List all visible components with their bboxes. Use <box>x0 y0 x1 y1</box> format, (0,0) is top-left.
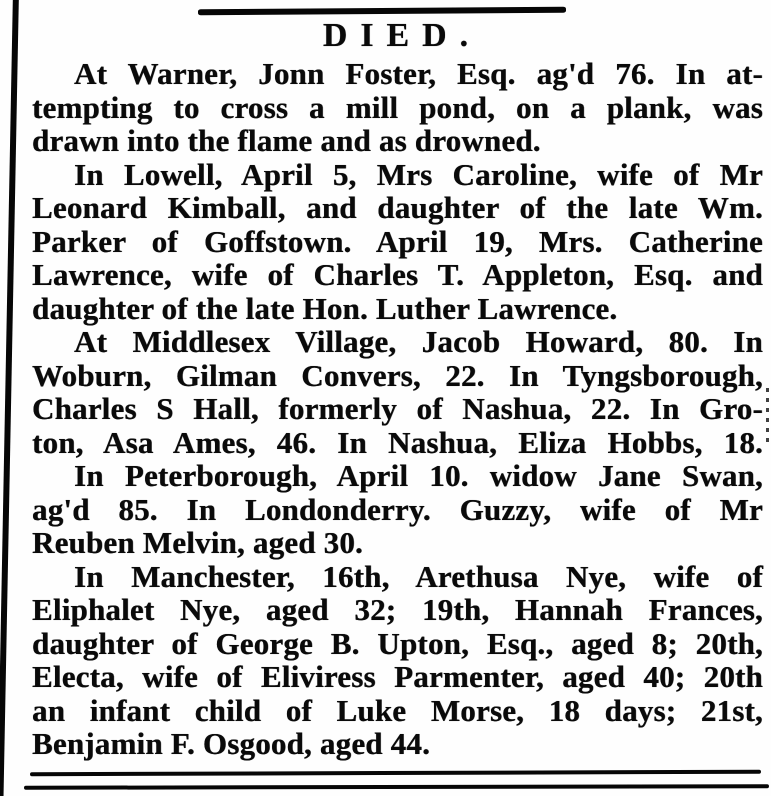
heading-top-rule <box>198 7 566 16</box>
text-line: an infant child of Luke Morse, 18 days; 21st, <box>32 692 763 728</box>
text-line: Parker of Goffstown. April 19, Mrs. Catherine <box>32 223 763 259</box>
bottom-rule-lower <box>24 784 769 790</box>
obituary-paragraph <box>32 57 763 158</box>
text-line: At Warner, Jonn Foster, Esq. ag'd 76. In at- <box>74 56 763 91</box>
text-line: ag'd 85. In Londonderry. Guzzy, wife of Mr <box>32 491 763 527</box>
text-line: Woburn, Gilman Convers, 22. In Tyngsborough, <box>32 357 763 393</box>
obituary-paragraph <box>32 459 763 560</box>
text-line: In Lowell, April 5, Mrs Caroline, wife of Mr <box>74 156 763 192</box>
text-line: Lawrence, wife of Charles T. Appleton, Esq. and <box>32 257 763 292</box>
text-line: drawn into the flame and as drowned. <box>32 123 541 158</box>
text-line: tempting to cross a mill pond, on a plank, was <box>32 89 763 125</box>
text-line: Eliphalet Nye, aged 32; 19th, Hannah Frances, <box>32 592 763 627</box>
text-line: daughter of George B. Upton, Esq., aged 8; 20th, <box>32 625 763 661</box>
text-line: Charles S Hall, formerly of Nashua, 22. In Gro- <box>32 391 763 426</box>
section-heading: DIED. <box>322 17 482 54</box>
text-line: Benjamin F. Osgood, aged 44. <box>32 726 431 761</box>
text-line: In Peterborough, April 10. widow Jane Swan, <box>74 458 763 493</box>
text-line: daughter of the late Hon. Luther Lawrence. <box>32 290 618 326</box>
text-line: ton, Asa Ames, 46. In Nashua, Eliza Hobbs, 18. <box>32 424 763 460</box>
text-line: Leonard Kimball, and daughter of the late Wm. <box>32 190 763 225</box>
text-line: In Manchester, 16th, Arethusa Nye, wife of <box>74 558 763 594</box>
obituary-paragraph <box>32 158 763 326</box>
press-edge-marks <box>766 388 769 446</box>
text-line: Reuben Melvin, aged 30. <box>32 525 363 560</box>
obituary-paragraph <box>32 560 763 761</box>
text-line: Electa, wife of Eliviress Parmenter, aged 40; 20th <box>32 659 763 694</box>
obituary-paragraph <box>32 325 763 459</box>
bottom-rule-upper <box>30 770 761 777</box>
left-column-rule <box>0 0 19 796</box>
text-line: At Middlesex Village, Jacob Howard, 80. In <box>74 324 763 359</box>
obituary-column <box>32 57 763 761</box>
